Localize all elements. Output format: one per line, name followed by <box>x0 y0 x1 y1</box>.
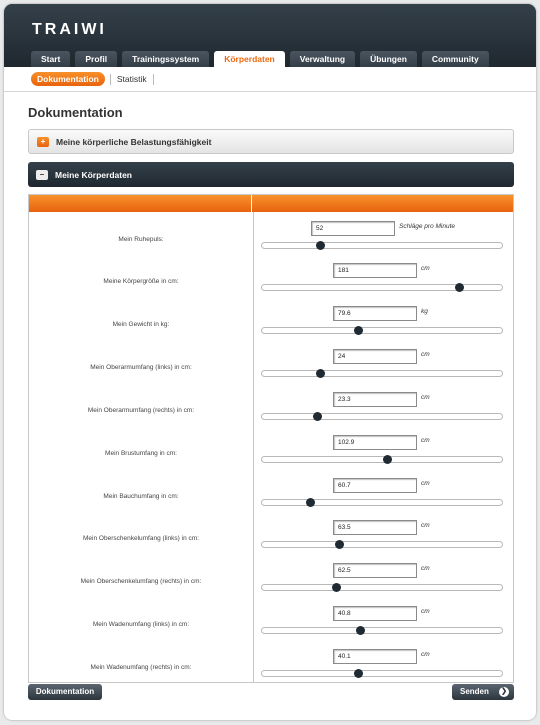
tab-start[interactable]: Start <box>31 51 70 67</box>
form-header <box>29 195 513 212</box>
plus-icon: + <box>37 137 49 147</box>
slider-handle[interactable] <box>455 283 464 292</box>
field-label: Mein Oberschenkelumfang (links) in cm: <box>83 535 199 542</box>
koerperdaten-form <box>28 194 514 683</box>
form-header-right <box>252 195 513 212</box>
form-row <box>29 520 513 562</box>
unit-label: Schläge pro Minute <box>399 223 456 230</box>
page-title: Dokumentation <box>28 105 123 120</box>
unit-label: cm <box>421 437 430 444</box>
value-slider[interactable] <box>261 584 503 591</box>
slider-handle[interactable] <box>332 583 341 592</box>
tab-trainingssystem[interactable]: Trainingssystem <box>122 51 209 67</box>
field-label: Mein Wadenumfang (rechts) in cm: <box>90 664 192 671</box>
value-slider[interactable] <box>261 413 503 420</box>
accordion-label: Meine Körperdaten <box>55 169 132 180</box>
unit-label: cm <box>421 265 430 272</box>
unit-label: kg <box>421 308 428 315</box>
slider-handle[interactable] <box>354 669 363 678</box>
slider-handle[interactable] <box>354 326 363 335</box>
measurement-input[interactable] <box>333 349 417 364</box>
value-slider[interactable] <box>261 370 503 377</box>
measurement-input[interactable] <box>333 563 417 578</box>
value-slider[interactable] <box>261 670 503 677</box>
slider-handle[interactable] <box>335 540 344 549</box>
field-label: Mein Brustumfang in cm: <box>105 450 177 457</box>
subnav-statistik[interactable]: Statistik <box>110 74 154 85</box>
slider-handle[interactable] <box>316 369 325 378</box>
tab-profil[interactable]: Profil <box>75 51 117 67</box>
measurement-input[interactable] <box>333 520 417 535</box>
field-label: Mein Oberschenkelumfang (rechts) in cm: <box>80 578 202 585</box>
form-row <box>29 349 513 391</box>
minus-icon: – <box>36 170 48 180</box>
tab-körperdaten[interactable]: Körperdaten <box>214 51 285 67</box>
field-label: Mein Wadenumfang (links) in cm: <box>92 621 190 628</box>
field-label: Mein Oberarmumfang (rechts) in cm: <box>87 407 195 414</box>
value-slider[interactable] <box>261 627 503 634</box>
value-slider[interactable] <box>261 456 503 463</box>
dokumentation-button[interactable]: Dokumentation <box>28 684 102 700</box>
accordion-belastungsfaehigkeit[interactable] <box>28 129 514 154</box>
measurement-input[interactable] <box>333 392 417 407</box>
slider-handle[interactable] <box>306 498 315 507</box>
form-row <box>29 263 513 305</box>
value-slider[interactable] <box>261 499 503 506</box>
value-slider[interactable] <box>261 327 503 334</box>
tab-community[interactable]: Community <box>422 51 489 67</box>
unit-label: cm <box>421 351 430 358</box>
accordion-koerperdaten[interactable] <box>28 162 514 187</box>
unit-label: cm <box>421 394 430 401</box>
form-row <box>29 392 513 434</box>
unit-label: cm <box>421 608 430 615</box>
header <box>4 4 536 67</box>
slider-handle[interactable] <box>356 626 365 635</box>
form-row <box>29 606 513 648</box>
main-nav <box>31 51 494 67</box>
form-row <box>29 435 513 477</box>
sub-nav <box>4 67 536 92</box>
form-row <box>29 563 513 605</box>
field-label: Meine Körpergröße in cm: <box>103 278 179 285</box>
unit-label: cm <box>421 565 430 572</box>
field-label: Mein Ruhepuls: <box>118 236 164 243</box>
measurement-input[interactable] <box>333 649 417 664</box>
measurement-input[interactable] <box>333 435 417 450</box>
form-row <box>29 306 513 348</box>
logo: TRAIWI <box>32 21 107 38</box>
arrow-right-icon: ❯ <box>499 687 509 697</box>
form-row <box>29 478 513 520</box>
field-label: Mein Gewicht in kg: <box>112 321 170 328</box>
send-button[interactable] <box>452 684 514 700</box>
field-label: Mein Oberarmumfang (links) in cm: <box>90 364 192 371</box>
tab-übungen[interactable]: Übungen <box>360 51 417 67</box>
measurement-input[interactable] <box>311 221 395 236</box>
field-label: Mein Bauchumfang in cm: <box>103 493 179 500</box>
measurement-input[interactable] <box>333 263 417 278</box>
tab-verwaltung[interactable]: Verwaltung <box>290 51 355 67</box>
slider-handle[interactable] <box>383 455 392 464</box>
subnav-dokumentation[interactable]: Dokumentation <box>31 72 105 86</box>
form-row <box>29 221 513 263</box>
value-slider[interactable] <box>261 541 503 548</box>
app-window <box>4 4 536 720</box>
unit-label: cm <box>421 480 430 487</box>
value-slider[interactable] <box>261 284 503 291</box>
slider-handle[interactable] <box>316 241 325 250</box>
value-slider[interactable] <box>261 242 503 249</box>
send-label: Senden <box>460 687 489 696</box>
measurement-input[interactable] <box>333 478 417 493</box>
measurement-input[interactable] <box>333 306 417 321</box>
measurement-input[interactable] <box>333 606 417 621</box>
slider-handle[interactable] <box>313 412 322 421</box>
form-header-left <box>29 195 252 212</box>
unit-label: cm <box>421 651 430 658</box>
unit-label: cm <box>421 522 430 529</box>
accordion-label: Meine körperliche Belastungsfähigkeit <box>56 136 212 147</box>
